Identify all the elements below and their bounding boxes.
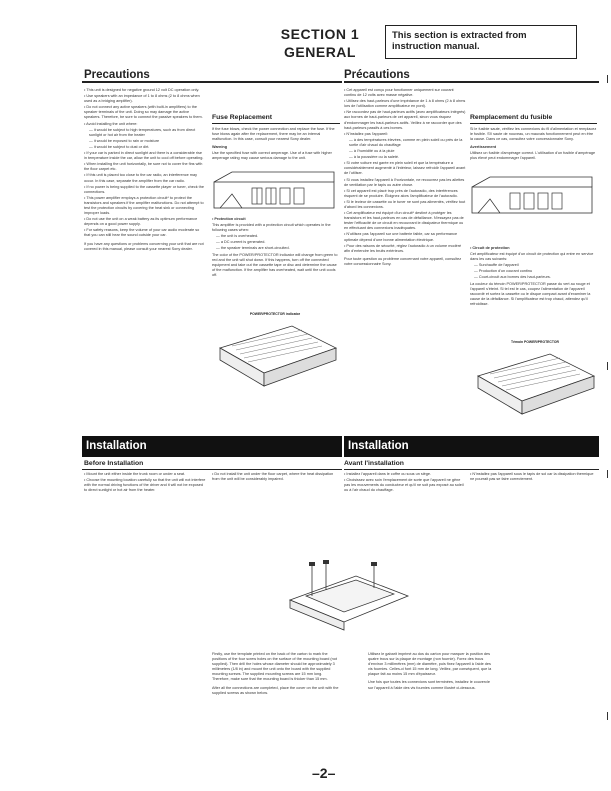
protection-paragraph: The color of the POWER/PROTECTOR indicator will change from green to red and the unit will shut down. If this happens, turn off the connected equipment and take out the cassette tape or disc and determine the cause of the malfunction. If the amplifier has overheated, wait until the unit cools off. — [212, 252, 338, 277]
precaution-item-fr: • Si cet appareil est placé trop près de l'autoradio, des interférences risquent de se produire. Éloignez alors l'amplificateur de l'autoradio. — [344, 188, 458, 198]
fuse-warning-title-fr: Avertissement — [470, 145, 497, 150]
installation-col2-en — [212, 472, 338, 483]
installation-col1-fr — [344, 472, 466, 494]
precautions-text-en — [84, 88, 204, 253]
indicator-label-fr: Témoin POWER/PROTECTOR — [511, 340, 559, 344]
fuse-rule — [212, 123, 340, 124]
fuse-paragraph-fr: Si le fusible saute, vérifiez les connexions du fil d'alimentation et remplacez le fusible. S'il saute de nouveau, un mauvais fonctionnement peut en être la cause. Dans ce cas, consultez votre concessionnaire Sony. — [470, 127, 597, 142]
before-installation-heading-fr: Avant l'installation — [344, 460, 404, 467]
fuse-heading-fr: Remplacement du fusible — [470, 114, 553, 121]
precaution-item-fr: • Cet amplificateur est équipé d'un circuit* destiné à protéger les transistors et les haut-parleurs en cas de défaillance. N'essayez pas de tester l'efficacité de ce circuit en recouvrant le dissipateur thermique ou en effectuant des connexions inadéquates. — [344, 211, 464, 231]
extract-notice: This section is extracted from instruction manual. — [385, 25, 577, 59]
protection-case: — the unit is overheated. — [216, 234, 259, 239]
protection-paragraph: This amplifier is provided with a protection circuit which operates in the following cases when: — [212, 223, 331, 233]
installation-item-fr: • N'installez pas l'appareil sous le tapis de sol car la dissipation thermique ne pourrait pas se faire correctement. — [470, 472, 594, 482]
protection-paragraph-fr: Cet amplificateur est équipé d'un circuit de protection qui entre en service dans les cas suivants: — [470, 252, 594, 262]
amplifier-illustration — [212, 318, 340, 393]
precaution-subitem: — it would be subject to high temperatures, such as from direct sunlight or hot air from the heater — [89, 127, 196, 137]
mounting-illustration — [286, 560, 411, 635]
fuse-warning-title: Warning — [212, 145, 228, 150]
installation-item: • Choose the mounting location carefully so that the unit will not interfere with the normal driving functions of the driver and it will not be exposed to direct sunlight or hot air from the heater. — [84, 478, 206, 493]
amplifier-illustration-fr — [470, 346, 598, 421]
precaution-item: • Do not connect any active speakers (with built-in amplifiers) to the speaker terminals of the unit. Doing so may damage the active speakers. Therefore, be sure to connect the passive speakers to them. — [84, 105, 203, 120]
precaution-item-fr: • Pour des raisons de sécurité, réglez l'autoradio à un volume modéré afin d'entendre les bruits extérieurs. — [344, 243, 462, 253]
protection-case-fr: — Court-circuit aux bornes des haut-parleurs. — [474, 275, 551, 280]
protection-case: — a DC current is generated. — [216, 240, 266, 245]
mounting-paragraph-fr: Une fois que toutes les connexions sont terminées, installez le couvercle sur l'appareil à l'aide des vis fournies comme illustré ci-dessous. — [368, 680, 490, 690]
mounting-paragraph-fr: Utilisez le gabarit imprimé au dos du carton pour marquer la position des quatre trous sur la plaque de montage (non fournie). Forez des trous d'environ 3 millimètres (mm) de diamètre, puis fixez l'appareil à l'aide des vis fournies. Celles-ci font 15 mm de long. Veillez, par conséquent, que la plaque fait au moins 15 mm d'épaisseur. — [368, 652, 492, 677]
before-installation-heading: Before Installation — [84, 460, 144, 467]
fuse-warning-text: Use the specified fuse with correct amperage. Use of a fuse with higher amperage rating may cause serious damage to the unit. — [212, 151, 332, 161]
installation-band-en: Installation — [82, 436, 342, 457]
precaution-item: • Avoid installing the unit where: — [84, 121, 138, 126]
precaution-item-fr: • Ne raccordez pas de haut-parleurs actifs (avec amplificateurs intégrés) aux bornes de haut-parleurs de cet appareil, sinon vous risquez d'endommager les haut-parleurs actifs. Veillez à ne raccorder que des haut-parleurs passifs à ces bornes. — [344, 110, 466, 130]
precaution-item-fr: • N'installez pas l'appareil: — [344, 131, 388, 136]
before-installation-rule — [82, 469, 342, 470]
precaution-contact-fr: Pour toute question ou problème concernant votre appareil, consultez votre concessionnaire Sony. — [344, 256, 462, 266]
rule-top-left — [82, 81, 342, 83]
edge-mark — [607, 470, 608, 478]
fuse-heading: Fuse Replacement — [212, 114, 273, 121]
mounting-text-en — [212, 652, 340, 697]
precaution-subitem-fr: — à la poussière ou la saleté. — [349, 155, 400, 160]
edge-mark — [607, 362, 608, 370]
precaution-item: • If your car is parked in direct sunlight and there is a considerable rise in temperature inside the car, allow the unit to cool off before operating. — [84, 151, 204, 161]
precaution-subitem: — it would be subject to dust or dirt. — [89, 144, 150, 149]
installation-item: • Do not install the unit under the floor carpet, where the heat dissipation from the unit will be considerably impaired. — [212, 472, 334, 482]
section-number: SECTION 1 — [280, 26, 360, 42]
protection-text-en — [212, 217, 340, 279]
protection-heading-fr: • Circuit de protection — [470, 246, 510, 250]
precaution-item-fr: • Cet appareil est conçu pour fonctionner uniquement sur courant continu de 12 volts avec masse négative. — [344, 88, 454, 98]
mounting-paragraph: After all the connections are completed, place the cover on the unit with the supplied screws as shown below. — [212, 685, 339, 695]
installation-item-fr: • Choisissez avec soin l'emplacement de sorte que l'appareil ne gêne pas les mouvements du conducteur et qu'il ne soit pas exposé au soleil ou à l'air chaud du chauffage. — [344, 478, 464, 493]
page-number: –2– — [312, 765, 336, 781]
precaution-item: • This unit is designed for negative ground 12 volt DC operation only. — [84, 88, 200, 92]
precaution-item-fr: • Si votre voiture est garée en plein soleil et que la température a considérablement augmenté à l'intérieur, laissez refroidir l'appareil avant de l'utiliser. — [344, 161, 466, 176]
protection-paragraph-fr: La couleur du témoin POWER/PROTECTOR passe du vert au rouge et l'appareil s'éteint. Si tel est le cas, coupez l'alimentation de l'appareil raccordé et sortez la cassette ou le disque compact avant d'examiner la cause de la défaillance. Si l'amplificateur est trop chaud, attendez qu'il refroidisse. — [470, 281, 591, 306]
precaution-item-fr: • Si vous installez l'appareil à l'horizontale, ne recouvrez pas les ailettes de ventilation par le tapis ou autre chose. — [344, 177, 465, 187]
fuse-text-fr — [470, 127, 597, 163]
fuse-diagram-fr — [470, 175, 595, 217]
edge-mark — [607, 75, 608, 83]
precaution-item-fr: • Utilisez des haut-parleurs d'une impédance de 1 à 8 ohms (2 à 8 ohms lors de l'utilisation comme amplificateur en pont). — [344, 99, 466, 109]
precaution-subitem-fr: — à des températures élevées, comme en plein soleil ou près de la sortie d'air chaud du chauffage — [349, 137, 463, 147]
rule-top-right — [344, 81, 599, 83]
precaution-item: • Use speakers with an impedance of 1 to 8 ohms (2 to 8 ohms when used as a bridging amplifier). — [84, 94, 200, 104]
precaution-item-fr: • N'utilisez pas l'appareil sur une batterie faible, car sa performance optimale dépend d'une bonne alimentation électrique. — [344, 232, 458, 242]
precautions-text-fr — [344, 88, 466, 268]
precaution-item: • If no power is being supplied to the cassette player or tuner, check the connections. — [84, 184, 204, 194]
before-installation-rule-fr — [344, 469, 599, 470]
installation-col2-fr — [470, 472, 597, 483]
protection-text-fr — [470, 246, 597, 308]
precaution-item: • Do not use the unit on a weak battery as its optimum performance depends on a good power supply. — [84, 217, 198, 227]
installation-item-fr: • Installez l'appareil dans le coffre ou sous un siège. — [344, 472, 432, 476]
protection-case-fr: — Production d'un courant continu — [474, 269, 533, 274]
indicator-label-en: POWER/PROTECTOR indicator — [249, 312, 301, 316]
fuse-rule-fr — [470, 123, 597, 124]
protection-heading: • Protection circuit — [212, 217, 246, 221]
fuse-warning-text-fr: Utilisez un fusible d'ampérage correct. L'utilisation d'un fusible d'ampérage plus élevé peut endommager l'appareil. — [470, 151, 596, 161]
section-title: GENERAL — [284, 44, 356, 60]
fuse-paragraph: If the fuse blows, check the power connection and replace the fuse. If the fuse blows again after the replacement, there may be an internal malfunction. In this case, consult your nearest Sony dealer. — [212, 127, 335, 142]
installation-item: • Mount the unit either inside the trunk room or under a seat. — [84, 472, 186, 476]
precautions-heading-fr: Précautions — [344, 69, 410, 81]
precautions-heading: Precautions — [84, 69, 150, 81]
precaution-subitem-fr: — à l'humidité ou à la pluie — [349, 149, 395, 154]
fuse-diagram — [212, 170, 337, 212]
precaution-item: • This power amplifier employs a protection circuit* to protect the transistors and speakers if the amplifier malfunctions. Do not attempt to test the protection circuits by covering the heat sink or connecting improper loads. — [84, 195, 204, 216]
precaution-item: • For safety reasons, keep the volume of your car audio moderate so that you can still hear the sound outside your car. — [84, 228, 200, 238]
precaution-subitem: — it would be exposed to rain or moisture — [89, 138, 160, 143]
precaution-item: • When installing the unit horizontally, be sure not to cover the fins with the floor carpet etc. — [84, 162, 203, 172]
precaution-item: • If this unit is placed too close to the car radio, an interference may occur. In this case, separate the amplifier from the car radio. — [84, 173, 197, 183]
fuse-text-en — [212, 127, 340, 163]
installation-band-fr: Installation — [344, 436, 599, 457]
mounting-text-fr — [368, 652, 496, 692]
protection-case-fr: — Surchauffe de l'appareil — [474, 263, 519, 268]
precaution-contact: If you have any questions or problems concerning your unit that are not covered in this manual, please consult your nearest Sony dealer. — [84, 241, 204, 251]
protection-case: — the speaker terminals are short-circuited. — [216, 246, 290, 251]
installation-col1-en — [84, 472, 206, 494]
precaution-item-fr: • Si le lecteur de cassette ou le tuner ne sont pas alimentés, vérifiez tout d'abord les connexions. — [344, 199, 466, 209]
mounting-paragraph: Firstly, use the template printed on the back of the carton to mark the positions of the four screw holes on the surface of the mounting board (not supplied). Then drill the holes whose diameter should be approximately 3 millimeters (1/8 in) and mount the unit onto the board with the supplied mounting screws. The supplied mounting screws are 15 mm long. Therefore, make sure that the mounting board is thicker than 15 mm. — [212, 652, 337, 682]
edge-mark — [607, 712, 608, 720]
